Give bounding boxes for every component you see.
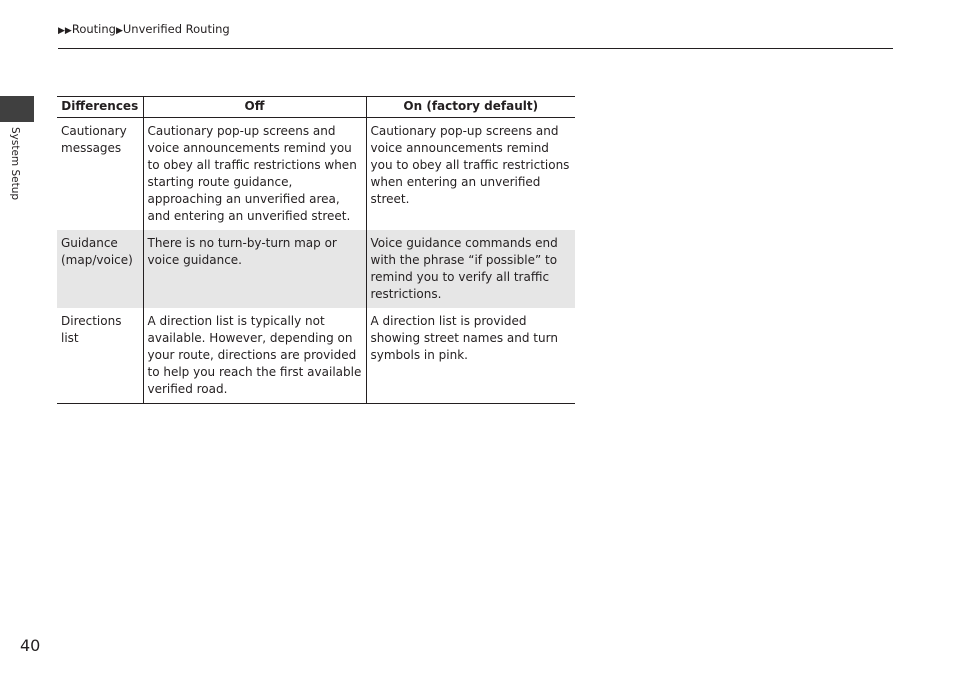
table-header-row — [57, 97, 575, 118]
table-row — [57, 230, 575, 308]
on-cell: Cautionary pop-up screens and voice announcements remind you to obey all traffic restrictions when entering an unverified street. — [366, 118, 575, 231]
header-divider — [58, 48, 893, 49]
row-label: Directions list — [57, 308, 143, 404]
breadcrumb-current-unverified-routing[interactable]: Unverified Routing — [122, 22, 230, 36]
off-cell: Cautionary pop-up screens and voice announcements remind you to obey all traffic restrictions when starting route guidance, approaching an unverified area, and entering an unverified street. — [143, 118, 366, 231]
header-differences: Differences — [57, 97, 143, 118]
header-on: On (factory default) — [366, 97, 575, 118]
breadcrumb-marker-icon: ▶▶ — [58, 26, 72, 36]
breadcrumb-separator-icon: ▶ — [115, 26, 123, 36]
off-cell: There is no turn-by-turn map or voice guidance. — [143, 230, 366, 308]
row-label: Guidance (map/voice) — [57, 230, 143, 308]
table-row — [57, 118, 575, 231]
off-cell: A direction list is typically not available. However, depending on your route, directions are provided to help you reach the first available verified road. — [143, 308, 366, 404]
breadcrumb — [58, 21, 230, 39]
differences-table — [57, 96, 575, 404]
row-label: Cautionary messages — [61, 124, 127, 155]
header-off: Off — [143, 97, 366, 118]
breadcrumb-link-routing[interactable]: Routing — [71, 22, 116, 36]
on-cell: Voice guidance commands end with the phrase “if possible” to remind you to verify all traffic restrictions. — [366, 230, 575, 308]
page-number: 40 — [20, 636, 41, 655]
section-tab — [0, 96, 34, 122]
section-label: System Setup — [9, 127, 21, 201]
on-cell: A direction list is provided showing street names and turn symbols in pink. — [366, 308, 575, 404]
table-row — [57, 308, 575, 404]
